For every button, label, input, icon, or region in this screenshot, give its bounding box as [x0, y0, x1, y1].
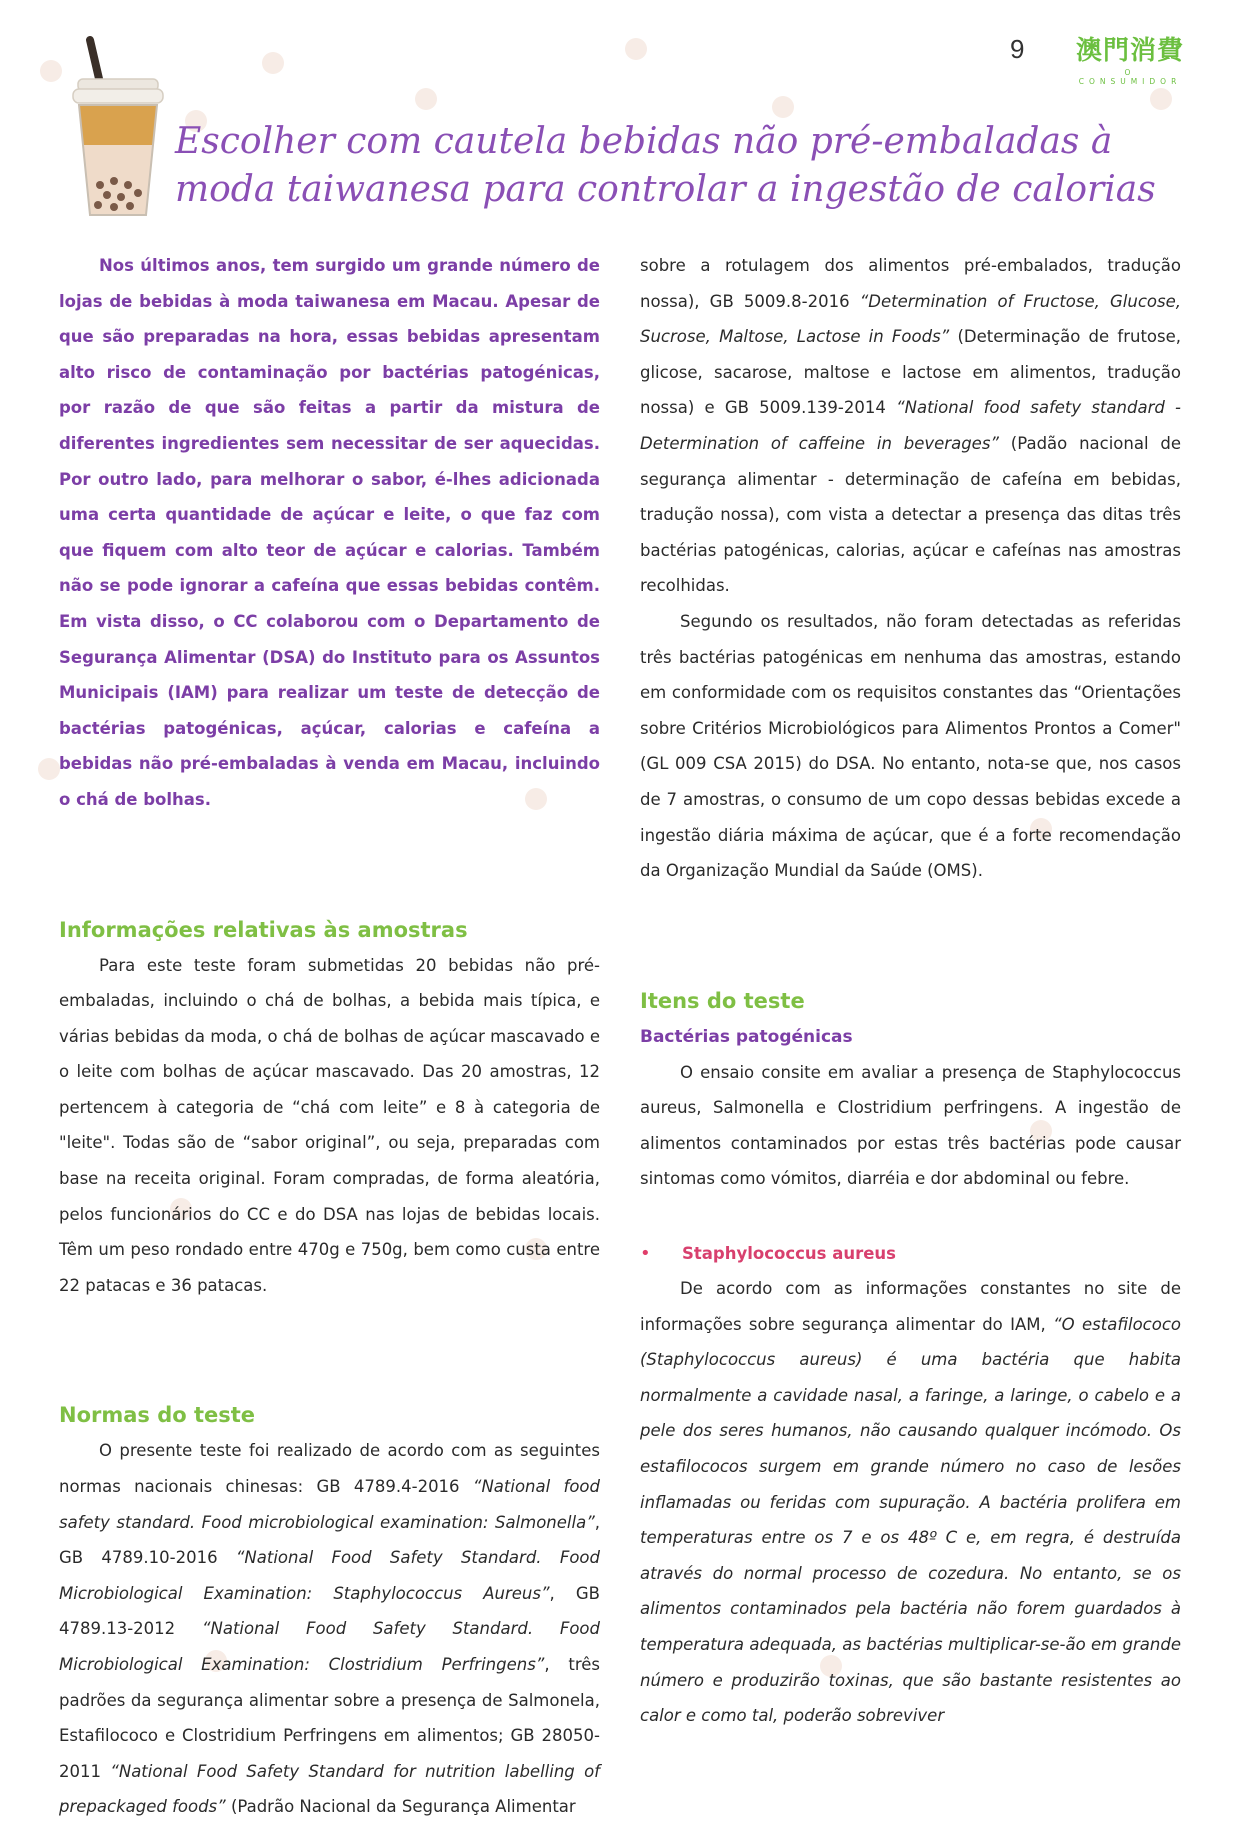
right-column [640, 248, 1181, 1734]
samples-paragraph: Para este teste foram submetidas 20 bebidas não pré-embaladas, incluindo o chá de bolhas, a bebida mais típica, e várias bebidas da moda, o chá de bolhas de açúcar mascavado e o leite com bolhas de açúcar mascavado. Das 20 amostras, 12 pertencem à categoria de “chá com leite” e 8 à categoria de "leite". Todas são de “sabor original”, ou seja, preparadas com base na receita original. Foram compradas, de forma aleatória, pelos funcionários do CC e do DSA nas lojas de bebidas locais. Têm um peso rondado entre 470g e 750g, bem como custa entre 22 patacas e 36 patacas. [59, 955, 600, 1295]
items-heading: Itens do teste [640, 988, 805, 1013]
consumidor-logo [1070, 36, 1190, 86]
decor-dot [772, 96, 794, 118]
norms-heading: Normas do teste [59, 1403, 256, 1428]
staph-heading: Staphylococcus aureus [682, 1243, 896, 1263]
logo-subtext: O CONSUMIDOR [1078, 68, 1182, 86]
bacteria-paragraph: O ensaio consite em avaliar a presença de Staphylococcus aureus, Salmonella e Clostridium perfringens. A ingestão de alimentos contaminados por estas três bactérias pode causar sintomas como vómitos, diarréia e dor abdominal ou febre. [640, 1062, 1181, 1189]
article-title: Escolher com cautela bebidas não pré-embaladas à moda taiwanesa para controlar a ingestão de calorias [175, 121, 1156, 210]
bacteria-heading: Bactérias patogénicas [640, 1026, 853, 1047]
bubble-tea-icon [70, 35, 166, 225]
norms-paragraph: O presente teste foi realizado de acordo com as seguintes normas nacionais chinesas: GB 4789.4-2016 “National food safety standard. Food microbiological examination: Salmonella”, GB 4789.10-2016 “National Food Safety Standard. Food Microbiological Examination: Staphylococcus Aureus”, GB 4789.13-2012 “National Food Safety Standard. Food Microbiological Examination: Clostridium Perfringens”, três padrões da segurança alimentar sobre a presença de Salmonela, Estafilococo e Clostridium Perfringens em alimentos; GB 28050-2011 “National Food Safety Standard for nutrition labelling of prepackaged foods” (Padrão Nacional da Segurança Alimentar [59, 1441, 600, 1817]
decor-dot [1150, 88, 1172, 110]
intro-paragraph: Nos últimos anos, tem surgido um grande número de lojas de bebidas à moda taiwanesa em Macau. Apesar de que são preparadas na hora, essas bebidas apresentam alto risco de contaminação por bactérias patogénicas, por razão de que são feitas a partir da mistura de diferentes ingredientes sem necessitar de ser aquecidas. Por outro lado, para melhorar o sabor, é-lhes adicionada uma certa quantidade de açúcar e leite, o que faz com que fiquem com alto teor de açúcar e calorias. Também não se pode ignorar a cafeína que essas bebidas contêm. Em vista disso, o CC colaborou com o Departamento de Segurança Alimentar (DSA) do Instituto para os Assuntos Municipais (IAM) para realizar um teste de detecção de bactérias patogénicas, açúcar, calorias e cafeína a bebidas não pré-embaladas à venda em Macau, incluindo o chá de bolhas. [59, 256, 600, 809]
page-number: 9 [1010, 34, 1025, 64]
staph-bullet-heading [640, 1235, 1181, 1271]
decor-dot [415, 88, 437, 110]
norms-continuation-paragraph: sobre a rotulagem dos alimentos pré-embalados, tradução nossa), GB 5009.8-2016 “Determination of Fructose, Glucose, Sucrose, Maltose, Lactose in Foods” (Determinação de frutose, glicose, sacarose, maltose e lactose em alimentos, tradução nossa) e GB 5009.139-2014 “National food safety standard - Determination of caffeine in beverages” (Padão nacional de segurança alimentar - determinação de cafeína em bebidas, tradução nossa), com vista a detectar a presença das ditas três bactérias patogénicas, calorias, açúcar e cafeínas nas amostras recolhidas. [640, 256, 1181, 596]
left-column [59, 248, 600, 1825]
logo-text: 澳門消費 [1075, 36, 1184, 66]
decor-dot [625, 38, 647, 60]
decor-dot [38, 758, 60, 780]
decor-dot [262, 52, 284, 74]
results-paragraph: Segundo os resultados, não foram detectadas as referidas três bactérias patogénicas em nenhuma das amostras, estando em conformidade com os requisitos constantes das “Orientações sobre Critérios Microbiológicos para Alimentos Prontos a Comer" (GL 009 CSA 2015) do DSA. No entanto, nota-se que, nos casos de 7 amostras, o consumo de um copo dessas bebidas excede a ingestão diária máxima de açúcar, que é a forte recomendação da Organização Mundial da Saúde (OMS). [640, 611, 1181, 881]
samples-heading: Informações relativas às amostras [59, 917, 468, 942]
staph-paragraph: De acordo com as informações constantes no site de informações sobre segurança alimentar do IAM, “O estafilococo (Staphylococcus aureus) é uma bactéria que habita normalmente a cavidade nasal, a faringe, a laringe, o cabelo e a pele dos seres humanos, não causando qualquer incómodo. Os estafilococos surgem em grande número no caso de lesões inflamadas ou feridas com supuração. A bactéria prolifera em temperaturas entre os 7 e os 48º C e, em regra, é destruída através do normal processo de cozedura. No entanto, se os alimentos contaminados pela bactéria não forem guardados à temperatura adequada, as bactérias multiplicar-se-ão em grande número e produzirão toxinas, que são bastante resistentes ao calor e como tal, poderão sobreviver [640, 1279, 1181, 1726]
decor-dot [40, 60, 62, 82]
bullet-icon: • [640, 1242, 651, 1264]
